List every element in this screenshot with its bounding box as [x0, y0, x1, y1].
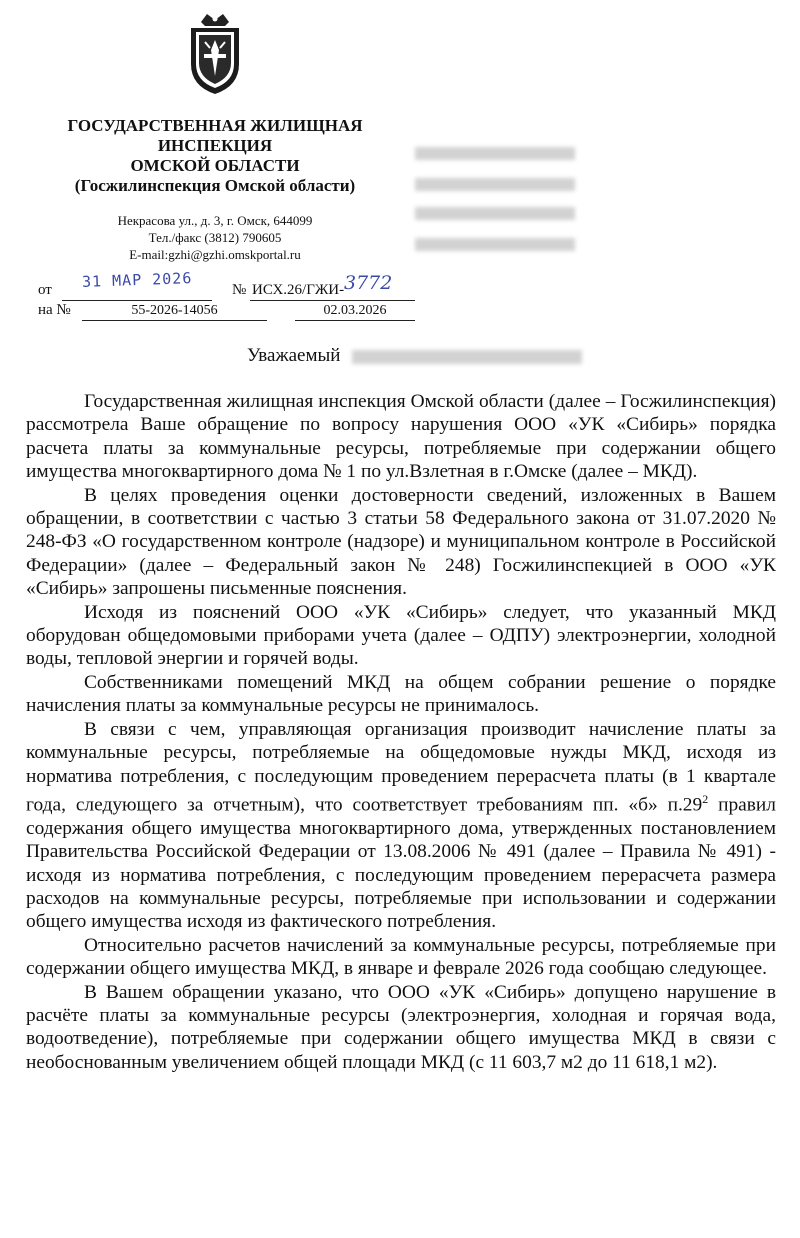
redacted-recipient-line	[415, 207, 575, 220]
redacted-recipient-line	[415, 238, 575, 251]
reply-to-label: на №	[38, 302, 71, 318]
outgoing-number-underline	[250, 300, 415, 301]
greeting: Уважаемый	[247, 345, 341, 366]
redacted-recipient-line	[415, 147, 575, 160]
reply-date: 02.03.2026	[295, 302, 415, 321]
org-short-name: (Госжилинспекция Омской области)	[74, 176, 356, 195]
superscript: 2	[702, 791, 709, 806]
coat-of-arms-emblem	[185, 10, 245, 96]
date-label: от	[38, 282, 52, 298]
body-paragraph: Относительно расчетов начислений за коммунальные ресурсы, потребляемые при содержании общего имущества МКД, в январе и феврале 2026 года сообщаю следующее.	[26, 934, 776, 980]
letter-body	[26, 390, 776, 1074]
org-name-line2: ИНСПЕКЦИЯ	[157, 136, 273, 155]
handwritten-number: 3772	[344, 272, 393, 294]
org-email: E-mail:gzhi@gzhi.omskportal.ru	[129, 247, 301, 262]
outgoing-number-prefix: ИСХ.26/ГЖИ-	[252, 282, 345, 298]
date-stamp: 31 МАР 2026	[81, 269, 193, 291]
org-name-line1: ГОСУДАРСТВЕННАЯ ЖИЛИЩНАЯ	[67, 116, 363, 135]
reply-number: 55-2026-14056	[82, 302, 267, 321]
paragraph-text: правил содержания общего имущества многоквартирного дома, утвержденных постановлением Правительства Российской Федерации от 13.08.2006 № 491 (далее – Правила № 491) - исходя из норматива потребления, с последующим проведением перерасчета размера расходов на коммунальные ресурсы, потребляемые при использовании и содержании общего имущества исходя из фактического потребления.	[26, 794, 776, 933]
redacted-recipient-name	[352, 350, 582, 364]
body-paragraph	[26, 718, 776, 934]
body-paragraph: В Вашем обращении указано, что ООО «УК «Сибирь» допущено нарушение в расчёте платы за коммунальные ресурсы (электроэнергия, холодная и горячая вода, водоотведение), потребляемые при содержании общего имущества МКД в связи с необоснованным увеличением общей площади МКД (с 11 603,7 м2 до 11 618,1 м2).	[26, 981, 776, 1073]
redacted-recipient-line	[415, 178, 575, 191]
org-address: Некрасова ул., д. 3, г. Омск, 644099	[117, 213, 313, 228]
organization-name	[40, 116, 390, 196]
org-phone: Тел./факс (3812) 790605	[148, 230, 282, 245]
body-paragraph: Собственниками помещений МКД на общем собрании решение о порядке начисления платы за коммунальные ресурсы не принималось.	[26, 671, 776, 717]
paragraph-text: В связи с чем, управляющая организация производит начисление платы за коммунальные ресурсы, потребляемые на общедомовые нужды МКД, исходя из норматива потребления, с последующим проведением перерасчета платы (в 1 квартале года, следующего за отчетным), что соответствует требованиям пп. «б» п.29	[26, 718, 776, 816]
body-paragraph: В целях проведения оценки достоверности сведений, изложенных в Вашем обращении, в соответствии с частью 3 статьи 58 Федерального закона от 31.07.2020 № 248-ФЗ «О государственном контроле (надзоре) и муниципальном контроле в Российской Федерации» (далее – Федеральный закон № 248) Госжилинспекцией в ООО «УК «Сибирь» запрошены письменные пояснения.	[26, 484, 776, 600]
number-label: №	[232, 282, 247, 298]
organization-contacts	[40, 212, 390, 263]
body-paragraph: Исходя из пояснений ООО «УК «Сибирь» следует, что указанный МКД оборудован общедомовыми приборами учета (далее – ОДПУ) электроэнергии, холодной воды, тепловой энергии и горячей воды.	[26, 601, 776, 670]
org-name-line3: ОМСКОЙ ОБЛАСТИ	[130, 156, 300, 175]
body-paragraph: Государственная жилищная инспекция Омской области (далее – Госжилинспекция) рассмотрела Ваше обращение по вопросу нарушения ООО «УК «Сибирь» порядка расчета платы за коммунальные ресурсы, потребляемые при содержании общего имущества многоквартирного дома № 1 по ул.Взлетная в г.Омске (далее – МКД).	[26, 391, 776, 483]
